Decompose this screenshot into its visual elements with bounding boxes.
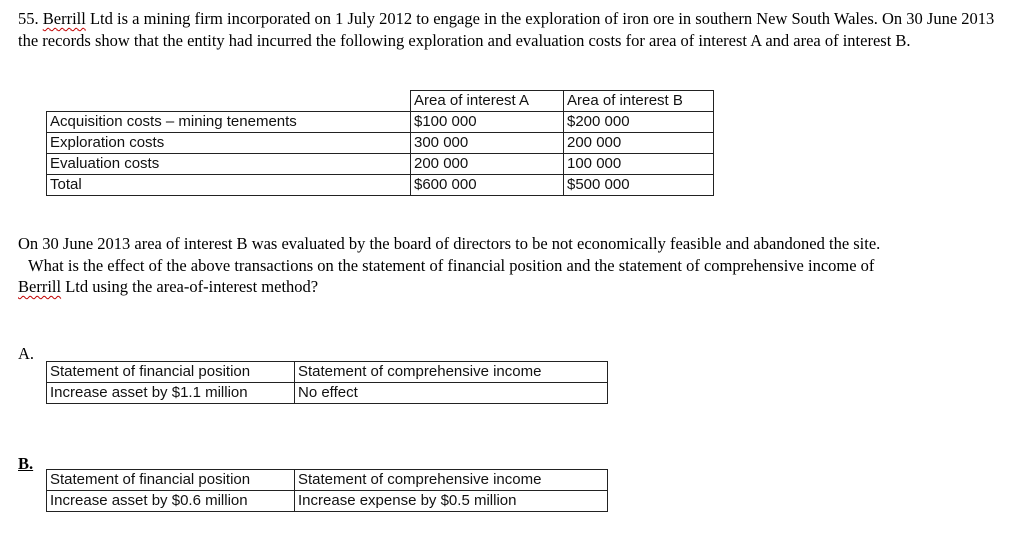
row-label: Evaluation costs — [47, 154, 411, 175]
cost-table-header-row — [47, 91, 714, 112]
comprehensive-income-effect: Increase expense by $0.5 million — [295, 491, 608, 512]
table-row — [47, 362, 608, 383]
question-text — [18, 8, 1018, 51]
table-row — [47, 154, 714, 175]
table-row — [47, 470, 608, 491]
table-row — [47, 175, 714, 196]
cost-table — [46, 90, 714, 196]
prompt-line-2: What is the effect of the above transactions on the statement of financial position and the statement of comprehensive income of — [28, 255, 875, 275]
table-row — [47, 112, 714, 133]
question-number: 55. — [18, 9, 39, 28]
option-a-label[interactable]: A. — [18, 344, 35, 363]
company-name: Berrill — [42, 9, 86, 28]
header-comprehensive-income: Statement of comprehensive income — [295, 470, 608, 491]
header-financial-position: Statement of financial position — [47, 470, 295, 491]
question-prompt — [18, 233, 1018, 298]
area-a-value: 200 000 — [411, 154, 564, 175]
option-a-table — [46, 361, 608, 404]
row-label: Exploration costs — [47, 133, 411, 154]
area-b-value: $500 000 — [564, 175, 714, 196]
area-b-value: 100 000 — [564, 154, 714, 175]
option-b-label[interactable]: B. — [18, 454, 34, 473]
area-b-value: 200 000 — [564, 133, 714, 154]
prompt-line-3 — [18, 276, 1018, 298]
financial-position-effect: Increase asset by $0.6 million — [47, 491, 295, 512]
table-row — [47, 133, 714, 154]
header-financial-position: Statement of financial position — [47, 362, 295, 383]
header-comprehensive-income: Statement of comprehensive income — [295, 362, 608, 383]
comprehensive-income-effect: No effect — [295, 383, 608, 404]
option-b-table — [46, 469, 608, 512]
area-a-value: $600 000 — [411, 175, 564, 196]
company-name: Berrill — [18, 277, 62, 296]
table-row — [47, 383, 608, 404]
area-b-value: $200 000 — [564, 112, 714, 133]
area-a-value: $100 000 — [411, 112, 564, 133]
prompt-line-3-text: Ltd using the area-of-interest method? — [65, 277, 319, 296]
prompt-line-1: On 30 June 2013 area of interest B was evaluated by the board of directors to be not economically feasible and abandoned the site. — [18, 234, 881, 253]
cost-table-corner — [47, 91, 411, 112]
area-a-value: 300 000 — [411, 133, 564, 154]
financial-position-effect: Increase asset by $1.1 million — [47, 383, 295, 404]
table-row — [47, 491, 608, 512]
header-area-b: Area of interest B — [564, 91, 714, 112]
question-intro: Ltd is a mining firm incorporated on 1 July 2012 to engage in the exploration of iron ore in southern New South Wales. On 30 June 2013 the records show that the entity had incurred the following exploration and evaluation costs for area of interest A and area of interest B. — [18, 9, 995, 50]
row-label: Acquisition costs – mining tenements — [47, 112, 411, 133]
row-label: Total — [47, 175, 411, 196]
header-area-a: Area of interest A — [411, 91, 564, 112]
